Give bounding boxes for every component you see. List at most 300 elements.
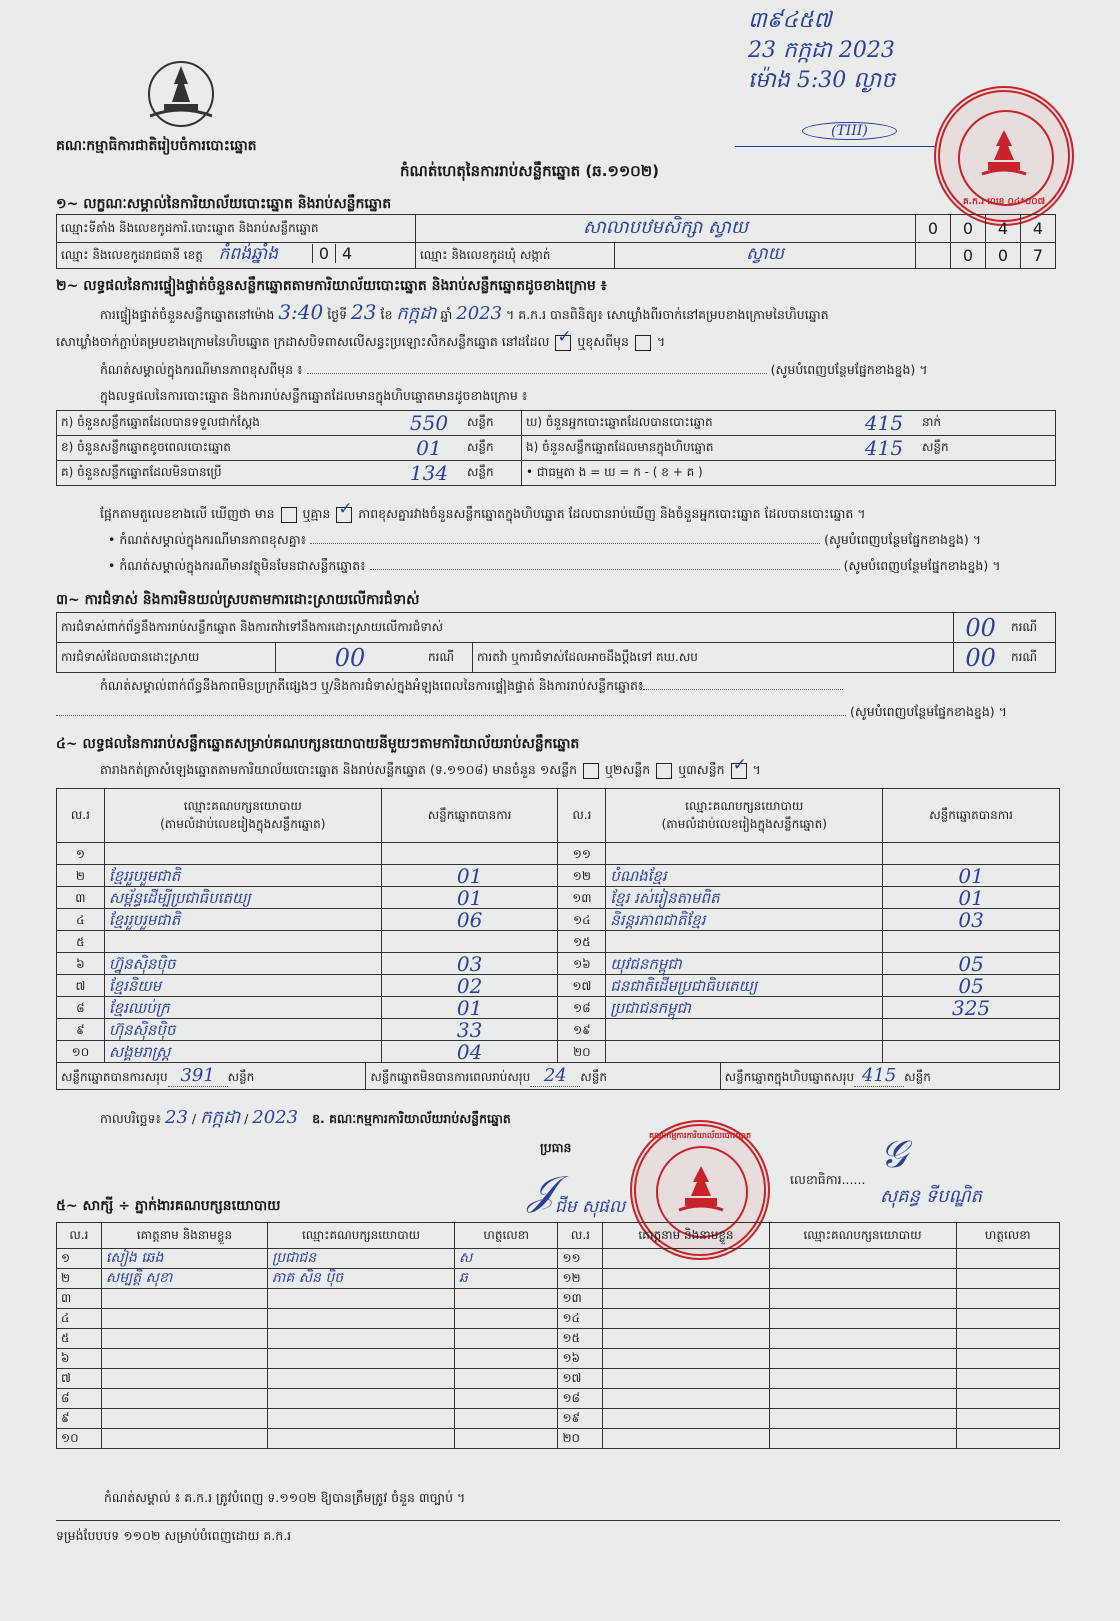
witness-party bbox=[268, 1369, 455, 1389]
party-name bbox=[104, 931, 381, 953]
chair-name: ជីម សុផល bbox=[555, 1197, 626, 1217]
witness-number: ១៨ bbox=[558, 1389, 603, 1409]
footer-note: កំណត់សម្គាល់ ៖ គ.ក.រ ត្រូវបំពេញ ទ.១១០២ ឱ្យបានត្រឹមត្រូវ ចំនួន ៣ច្បាប់ ។ bbox=[104, 1490, 466, 1505]
witness-party bbox=[769, 1349, 956, 1369]
difference-note-line bbox=[100, 362, 1060, 378]
col-sign-header: ហត្ថលេខា bbox=[956, 1223, 1059, 1249]
secretary-label: លេខាធិការ bbox=[790, 1172, 842, 1187]
party-votes: 03 bbox=[883, 909, 1060, 931]
witness-name bbox=[603, 1309, 769, 1329]
witness-party bbox=[769, 1409, 956, 1429]
witness-signature bbox=[956, 1349, 1059, 1369]
party-number: ២០ bbox=[558, 1041, 606, 1063]
col-sign-header: ហត្ថលេខា bbox=[455, 1223, 558, 1249]
unit-label: សន្លឹក bbox=[463, 461, 522, 486]
changed-checkbox[interactable] bbox=[635, 335, 651, 351]
party-number: ១០ bbox=[57, 1041, 105, 1063]
case-unit: ករណី bbox=[1007, 643, 1056, 673]
party-number: ៤ bbox=[57, 909, 105, 931]
objection-table bbox=[56, 612, 1056, 673]
party-name bbox=[606, 1019, 883, 1041]
unit-label: សន្លឹក bbox=[463, 411, 522, 436]
commune-label: ឈ្មោះ និងលេខកូដឃុំ សង្កាត់ bbox=[416, 243, 615, 269]
col-party-header: ឈ្មោះគណបក្សនយោបាយ bbox=[268, 1223, 455, 1249]
section4-heading: ៤~ លទ្ធផលនៃការរាប់សន្លឹកឆ្នោតសម្រាប់គណបក្សនយោបាយនីមួយៗតាមការិយាល័យរាប់សន្លឹកឆ្នោត bbox=[56, 736, 580, 752]
witness-name bbox=[101, 1309, 267, 1329]
col-party-header: ឈ្មោះគណបក្សនយោបាយ bbox=[769, 1223, 956, 1249]
party-row bbox=[57, 909, 1060, 931]
witness-name bbox=[603, 1369, 769, 1389]
witness-number: ១០ bbox=[57, 1429, 102, 1449]
party-votes: 02 bbox=[381, 975, 558, 997]
same-checkbox[interactable] bbox=[555, 335, 571, 351]
witness-name bbox=[603, 1329, 769, 1349]
appeal-value: 00 bbox=[954, 643, 1007, 673]
party-name: សម្ព័ន្ធដើម្បីប្រជាធិបតេយ្យ bbox=[104, 887, 381, 909]
witness-signature bbox=[956, 1429, 1059, 1449]
witness-number: ១ bbox=[57, 1249, 102, 1269]
commune-code-digit: 0 bbox=[986, 243, 1021, 269]
party-number: ១៥ bbox=[558, 931, 606, 953]
discrepancy-note-label: • កំណត់សម្គាល់ក្នុងករណីមានភាពខុសគ្នា៖ bbox=[108, 532, 307, 547]
unit-label: សន្លឹក bbox=[904, 1070, 931, 1084]
receipt-time: ម៉ោង 5:30 ល្ងាច bbox=[748, 68, 896, 93]
location-table bbox=[56, 214, 1056, 269]
province-code-digit: 0 bbox=[312, 244, 335, 263]
day-label: ថ្ងៃទី bbox=[327, 307, 348, 322]
witness-name bbox=[101, 1409, 267, 1429]
province-value: កំពង់ឆ្នាំង bbox=[218, 244, 278, 264]
irregularity-note-hint: (សូមបំពេញបន្ថែមផ្នែកខាងខ្នង) ។ bbox=[849, 704, 1007, 719]
witness-signature bbox=[455, 1389, 558, 1409]
total-invalid-cell bbox=[366, 1063, 720, 1089]
party-votes: 01 bbox=[381, 865, 558, 887]
party-votes: 33 bbox=[381, 1019, 558, 1041]
col-no-header: ល.រ bbox=[57, 1223, 102, 1249]
col-votes-header: សន្លឹកឆ្នោតបានការ bbox=[381, 789, 558, 843]
witness-number: ៥ bbox=[57, 1329, 102, 1349]
witness-signature bbox=[956, 1249, 1059, 1269]
has-discrepancy-checkbox[interactable] bbox=[281, 507, 297, 523]
receipt-signature: (TIII) bbox=[802, 122, 897, 140]
location-code-digit: 0 bbox=[951, 215, 986, 243]
discrepancy-note-hint: (សូមបំពេញបន្ថែមផ្នែកខាងខ្នង) ។ bbox=[824, 532, 981, 547]
party-name bbox=[606, 843, 883, 865]
witness-name bbox=[101, 1429, 267, 1449]
party-number: ១៣ bbox=[558, 887, 606, 909]
witness-signature bbox=[956, 1409, 1059, 1429]
total-box-value: 415 bbox=[854, 1065, 904, 1087]
party-name: ខ្មែររួបរួមជាតិ bbox=[104, 909, 381, 931]
witness-name bbox=[101, 1389, 267, 1409]
witness-name bbox=[603, 1409, 769, 1429]
party-votes bbox=[883, 843, 1060, 865]
case-unit: ករណី bbox=[424, 643, 473, 673]
party-number: ៣ bbox=[57, 887, 105, 909]
witness-row bbox=[57, 1369, 1060, 1389]
witness-party: ភាគ សិន ប៉ិច bbox=[268, 1269, 455, 1289]
witness-number: ៤ bbox=[57, 1309, 102, 1329]
stamp-code: គ.ក.រ លេខ ០៤*០០៧ bbox=[962, 197, 1046, 207]
party-name: ខ្មែរ រស់រៀនតាមពិត bbox=[606, 887, 883, 909]
witness-row bbox=[57, 1289, 1060, 1309]
location-value: សាលាបឋមសិក្សា ស្វាយ bbox=[416, 215, 916, 243]
results-intro: ក្នុងលទ្ធផលនៃការបោះឆ្នោត និងការរាប់សន្លឹកឆ្នោតដែលមានក្នុងហិបឆ្នោតមានដូចខាងក្រោម ៖ bbox=[100, 388, 528, 403]
secretary-signature: 𝒢 bbox=[880, 1132, 908, 1176]
witness-number: ១៥ bbox=[558, 1329, 603, 1349]
party-number: ១២ bbox=[558, 865, 606, 887]
witness-signature bbox=[956, 1369, 1059, 1389]
witness-number: ២ bbox=[57, 1269, 102, 1289]
party-votes: 03 bbox=[381, 953, 558, 975]
party-row bbox=[57, 997, 1060, 1019]
party-row bbox=[57, 953, 1060, 975]
party-name: ហ៊ុនស៊ិនប៉ិច bbox=[104, 1019, 381, 1041]
total-valid-label: សន្លឹកឆ្នោតបានការសរុប bbox=[61, 1070, 168, 1084]
verification-time: 3:40 bbox=[278, 300, 324, 324]
witness-row bbox=[57, 1409, 1060, 1429]
party-votes: 05 bbox=[883, 975, 1060, 997]
date-label: កាលបរិច្ឆេទ៖ bbox=[100, 1111, 162, 1126]
party-number: ១៨ bbox=[558, 997, 606, 1019]
object-note-label: • កំណត់សម្គាល់ក្នុងករណីមានវត្ថុមិនមែនជាសន្លឹកឆ្នោត៖ bbox=[108, 558, 366, 573]
party-votes: 325 bbox=[883, 997, 1060, 1019]
committee-title: គណៈកម្មាធិការជាតិរៀបចំការបោះឆ្នោត bbox=[56, 138, 257, 154]
date-day: 23 bbox=[165, 1107, 188, 1128]
no-discrepancy-label: ឬគ្មាន bbox=[302, 506, 331, 521]
voters-voted-value: 415 bbox=[850, 411, 918, 436]
party-votes: 04 bbox=[381, 1041, 558, 1063]
tally-sheet-count-line: តារាងកត់ត្រាសំឡេងឆ្នោតតាមការិយាល័យបោះឆ្នោត និងរាប់សន្លឹកឆ្នោត (ទ.១១០៨) មានចំនួន ១សន្លឹក ឬ២សន្លឹក ឬ៣សន្លឹក ✓ ។ bbox=[100, 762, 761, 779]
party-number: ១ bbox=[57, 843, 105, 865]
footer-divider bbox=[56, 1520, 1060, 1521]
receipt-number: ៣៩៤៥៧ bbox=[748, 8, 832, 33]
witness-row bbox=[57, 1269, 1060, 1289]
spoiled-ballots-value: 01 bbox=[395, 436, 463, 461]
party-results-table bbox=[56, 788, 1060, 1090]
col-party-header bbox=[606, 789, 883, 843]
objection-related-value: 00 bbox=[954, 613, 1007, 643]
total-box-label: សន្លឹកឆ្នោតក្នុងហិបឆ្នោតសរុប bbox=[724, 1070, 855, 1084]
tally-sheet-text: តារាងកត់ត្រាសំឡេងឆ្នោតតាមការិយាល័យបោះឆ្នោត និងរាប់សន្លឹកឆ្នោត (ទ.១១០៨) មានចំនួន ១សន្លឹក bbox=[100, 762, 578, 777]
objection-resolved-value: 00 bbox=[276, 643, 425, 673]
unit-label: សន្លឹក bbox=[227, 1070, 255, 1084]
col-name-header: គោត្តនាម និងនាមខ្លួន bbox=[603, 1223, 769, 1249]
party-votes bbox=[883, 1041, 1060, 1063]
date-month: កក្កដា bbox=[200, 1107, 241, 1128]
verification-text: ការផ្ទៀងផ្ទាត់ចំនួនសន្លឹកឆ្នោតនៅម៉ោង bbox=[100, 307, 275, 322]
witness-number: ១៣ bbox=[558, 1289, 603, 1309]
witness-name bbox=[603, 1249, 769, 1269]
party-votes: 01 bbox=[883, 887, 1060, 909]
three-sheets-checkbox[interactable] bbox=[731, 763, 747, 779]
location-code-digit: 0 bbox=[916, 215, 951, 243]
difference-note-hint: (សូមបំពេញបន្ថែមផ្នែកខាងខ្នង) ។ bbox=[770, 362, 928, 377]
unused-ballots-value: 134 bbox=[395, 461, 463, 486]
witness-signature bbox=[455, 1409, 558, 1429]
party-name: សង្គមរាស្ត្រ bbox=[104, 1041, 381, 1063]
witness-party: ប្រជាជន bbox=[268, 1249, 455, 1269]
witness-name bbox=[101, 1349, 267, 1369]
ballot-count-table bbox=[56, 410, 1056, 486]
receipt-underline bbox=[735, 146, 935, 147]
witness-signature bbox=[455, 1429, 558, 1449]
witness-party bbox=[769, 1289, 956, 1309]
unit-label: សន្លឹក bbox=[463, 436, 522, 461]
party-number: ៨ bbox=[57, 997, 105, 1019]
witness-number: ១៦ bbox=[558, 1349, 603, 1369]
three-sheets-label: ឬ៣សន្លឹក bbox=[678, 762, 725, 777]
witness-number: ៨ bbox=[57, 1389, 102, 1409]
col-party-title: ឈ្មោះគណបក្សនយោបាយ bbox=[685, 798, 804, 813]
witness-party bbox=[268, 1309, 455, 1329]
witness-party bbox=[769, 1429, 956, 1449]
witness-number: ១៧ bbox=[558, 1369, 603, 1389]
col-name-header: គោត្តនាម និងនាមខ្លួន bbox=[101, 1223, 267, 1249]
party-votes bbox=[381, 931, 558, 953]
angkor-emblem-icon bbox=[676, 1162, 726, 1216]
verification-month: កក្កដា bbox=[396, 303, 437, 324]
verification-year: 2023 bbox=[456, 303, 503, 324]
angkor-emblem-icon bbox=[978, 126, 1030, 182]
ballots-in-box-label: ង) ចំនួនសន្លឹកឆ្នោតដែលមានក្នុងហិបឆ្នោត bbox=[522, 436, 851, 461]
witness-row bbox=[57, 1389, 1060, 1409]
total-box-cell bbox=[721, 1063, 1059, 1089]
witness-table bbox=[56, 1222, 1060, 1449]
object-note-line bbox=[108, 558, 1058, 574]
witness-name bbox=[101, 1369, 267, 1389]
witness-name bbox=[603, 1389, 769, 1409]
witness-party bbox=[268, 1409, 455, 1429]
witness-party bbox=[769, 1389, 956, 1409]
received-ballots-label: ក) ចំនួនសន្លឹកឆ្នោតដែលបានទទួលជាក់ស្តែង bbox=[57, 411, 396, 436]
col-no-header: ល.រ bbox=[57, 789, 105, 843]
witness-signature bbox=[455, 1289, 558, 1309]
commune-value: ស្វាយ bbox=[615, 243, 916, 269]
changed-label: ឬខុសពីមុន bbox=[577, 334, 629, 349]
two-sheets-label: ឬ២សន្លឹក bbox=[605, 762, 651, 777]
witness-row bbox=[57, 1249, 1060, 1269]
handwritten-receipt-note bbox=[748, 6, 895, 96]
witness-number: ២០ bbox=[558, 1429, 603, 1449]
party-votes: 01 bbox=[381, 887, 558, 909]
witness-name: សៀង ឆេង bbox=[101, 1249, 267, 1269]
col-party-subtitle: (តាមលំដាប់លេខរៀងក្នុងសន្លឹកឆ្នោត) bbox=[661, 816, 827, 831]
chair-signature: 𝒥 bbox=[528, 1168, 556, 1214]
party-name: ខ្មែររួបរួមជាតិ bbox=[104, 865, 381, 887]
unit-label: នាក់ bbox=[918, 411, 1056, 436]
witness-name bbox=[101, 1329, 267, 1349]
objection-related-label: ការជំទាស់ពាក់ព័ន្ធនឹងការរាប់សន្លឹកឆ្នោត និងការតវ៉ាទៅនឹងការដោះស្រាយលើការជំទាស់ bbox=[57, 613, 954, 643]
received-ballots-value: 550 bbox=[395, 411, 463, 436]
witness-signature bbox=[455, 1329, 558, 1349]
total-invalid-label: សន្លឹកឆ្នោតមិនបានការពេលរាប់សរុប bbox=[370, 1070, 531, 1084]
party-number: ១១ bbox=[558, 843, 606, 865]
col-votes-header: សន្លឹកឆ្នោតបានការ bbox=[883, 789, 1060, 843]
party-name: ខ្មែរឈប់ក្រ bbox=[104, 997, 381, 1019]
witness-party bbox=[268, 1329, 455, 1349]
commune-code-digit: 7 bbox=[1021, 243, 1056, 269]
irregularity-note-label: កំណត់សម្គាល់ពាក់ព័ន្ធនឹងភាពមិនប្រក្រតីផ្សេងៗ ឬ/និងការជំទាស់ក្នុងអំឡុងពេលនៃការផ្ទៀងផ្ទាត់ និងការរាប់សន្លឹកឆ្នោត៖ bbox=[100, 678, 644, 693]
witness-party bbox=[268, 1289, 455, 1309]
footer-form-name: ទម្រង់បែបបទ ១១០២ សម្រាប់បំពេញដោយ គ.ក.រ bbox=[56, 1528, 292, 1543]
discrepancy-text: ផ្អែកតាមតួលេខខាងលើ ឃើញថា មាន bbox=[100, 506, 275, 521]
witness-signature bbox=[455, 1349, 558, 1369]
commune-code-digit: 0 bbox=[951, 243, 986, 269]
witness-signature bbox=[455, 1309, 558, 1329]
discrepancy-text-end: ភាពខុសគ្នារវាងចំនួនសន្លឹកឆ្នោតក្នុងហិបឆ្នោត ដែលបានរាប់ឃើញ និងចំនួនអ្នកបោះឆ្នោត ដែលបានបោះឆ្នោត ។ bbox=[358, 506, 866, 521]
party-name: ប្រជាជនកម្ពុជា bbox=[606, 997, 883, 1019]
party-name: បំណងខ្មែរ bbox=[606, 865, 883, 887]
witness-row bbox=[57, 1309, 1060, 1329]
location-label: ឈ្មោះទីតាំង និងលេខកូដការិ.បោះឆ្នោត និងរាប់សន្លឹកឆ្នោត bbox=[57, 215, 416, 243]
party-row bbox=[57, 887, 1060, 909]
witness-number: ១៩ bbox=[558, 1409, 603, 1429]
witness-signature bbox=[956, 1309, 1059, 1329]
date-year: 2023 bbox=[252, 1107, 299, 1128]
chair-label: ប្រធាន bbox=[540, 1140, 572, 1155]
objection-resolved-label: ការជំទាស់ដែលបានដោះស្រាយ bbox=[57, 643, 276, 673]
party-votes: 01 bbox=[883, 865, 1060, 887]
month-label: ខែ bbox=[380, 307, 393, 322]
verification-day: 23 bbox=[351, 300, 377, 324]
year-label: ឆ្នាំ bbox=[440, 307, 453, 322]
witness-name bbox=[101, 1289, 267, 1309]
witness-number: ១១ bbox=[558, 1249, 603, 1269]
party-name: ជនជាតិដើមប្រជាធិបតេយ្យ bbox=[606, 975, 883, 997]
verification-text-end: ។ គ.ក.រ បានពិនិត្យ៖ សោឃ្លាំងពីរចាក់នៅគម្របខាងក្រោមនៃហិបឆ្នោត bbox=[506, 307, 829, 322]
unit-label: សន្លឹក bbox=[918, 436, 1056, 461]
section5-heading: ៥~ សាក្សី ÷ ភ្នាក់ងារគណបក្សនយោបាយ bbox=[56, 1198, 281, 1214]
witness-party bbox=[769, 1249, 956, 1269]
party-row bbox=[57, 1041, 1060, 1063]
discrepancy-line bbox=[100, 506, 866, 523]
witness-party bbox=[769, 1269, 956, 1289]
col-party-header bbox=[104, 789, 381, 843]
party-votes bbox=[381, 843, 558, 865]
party-row bbox=[57, 931, 1060, 953]
party-number: ៦ bbox=[57, 953, 105, 975]
party-number: ៩ bbox=[57, 1019, 105, 1041]
party-name: និរន្តរភាពជាតិខ្មែរ bbox=[606, 909, 883, 931]
party-row bbox=[57, 865, 1060, 887]
witness-party bbox=[769, 1329, 956, 1349]
totals-row bbox=[57, 1063, 1060, 1090]
discrepancy-note-line bbox=[108, 532, 1058, 548]
location-code-digit: 4 bbox=[986, 215, 1021, 243]
party-name bbox=[606, 1041, 883, 1063]
party-name bbox=[104, 843, 381, 865]
witness-party bbox=[268, 1349, 455, 1369]
party-row bbox=[57, 843, 1060, 865]
committee-label: ឧ. គណៈកម្មការការិយាល័យរាប់សន្លឹកឆ្នោត bbox=[312, 1111, 511, 1126]
party-number: ១៤ bbox=[558, 909, 606, 931]
date-line: កាលបរិច្ឆេទ៖ 23 / កក្កដា / 2023 ឧ. គណៈកម្មការការិយាល័យរាប់សន្លឹកឆ្នោត bbox=[100, 1107, 511, 1128]
witness-name: សម្បត្តិ សុខា bbox=[101, 1269, 267, 1289]
section2-heading: ២~ លទ្ធផលនៃការផ្ទៀងផ្ទាត់ចំនួនសន្លឹកឆ្នោតតាមការិយាល័យបោះឆ្នោត និងរាប់សន្លឹកឆ្នោតដូចខាងក្រោម ៖ bbox=[56, 278, 607, 294]
one-sheet-checkbox[interactable] bbox=[583, 763, 599, 779]
ballots-in-box-value: 415 bbox=[850, 436, 918, 461]
witness-number: ៩ bbox=[57, 1409, 102, 1429]
verification-line-1 bbox=[100, 300, 1060, 324]
secretary-name: សុគន្ធ ទីបណ្ឌិត bbox=[880, 1186, 982, 1207]
party-name bbox=[606, 931, 883, 953]
section3-heading: ៣~ ការជំទាស់ និងការមិនយល់ស្របតាមការដោះស្រាយលើការជំទាស់ bbox=[56, 592, 420, 608]
verification-line-2: សោឃ្លាំងចាក់ភ្ជាប់គម្របខាងក្រោមនៃហិបឆ្នោត ក្រដាសបិទពាសលើសន្ធះប្រឡោះសិកសន្លឹកឆ្នោត នៅដដែល ✓ ឬខុសពីមុន ។ bbox=[56, 334, 665, 351]
party-name: ខ្មែរនិយម bbox=[104, 975, 381, 997]
witness-name bbox=[603, 1289, 769, 1309]
witness-party bbox=[268, 1389, 455, 1409]
witness-party bbox=[769, 1369, 956, 1389]
party-name: យុវជនកម្ពុជា bbox=[606, 953, 883, 975]
party-number: ១៧ bbox=[558, 975, 606, 997]
witness-name bbox=[603, 1269, 769, 1289]
witness-signature bbox=[956, 1329, 1059, 1349]
party-votes: 06 bbox=[381, 909, 558, 931]
unused-ballots-label: គ) ចំនួនសន្លឹកឆ្នោតដែលមិនបានប្រើ bbox=[57, 461, 396, 486]
col-party-subtitle: (តាមលំដាប់លេខរៀងក្នុងសន្លឹកឆ្នោត) bbox=[160, 816, 326, 831]
location-code-digit: 4 bbox=[1021, 215, 1056, 243]
no-discrepancy-checkbox[interactable] bbox=[336, 507, 352, 523]
total-valid-value: 391 bbox=[168, 1065, 228, 1087]
witness-row bbox=[57, 1329, 1060, 1349]
witness-name bbox=[603, 1429, 769, 1449]
witness-party bbox=[769, 1309, 956, 1329]
irregularity-note-line-2 bbox=[56, 704, 1060, 720]
party-number: ៥ bbox=[57, 931, 105, 953]
party-name: ហ្វ៊ុនស៊ិនប៉ិច bbox=[104, 953, 381, 975]
party-votes: 05 bbox=[883, 953, 1060, 975]
total-valid-cell bbox=[57, 1063, 366, 1089]
national-emblem-icon bbox=[140, 58, 222, 130]
two-sheets-checkbox[interactable] bbox=[656, 763, 672, 779]
province-code-digit: 4 bbox=[335, 244, 358, 263]
witness-name bbox=[603, 1349, 769, 1369]
receipt-date: 23 កក្កដា 2023 bbox=[748, 38, 895, 63]
party-row bbox=[57, 975, 1060, 997]
witness-signature: ឆ bbox=[455, 1269, 558, 1289]
party-number: ២ bbox=[57, 865, 105, 887]
unit-label: សន្លឹក bbox=[580, 1070, 607, 1084]
witness-signature bbox=[956, 1389, 1059, 1409]
col-party-title: ឈ្មោះគណបក្សនយោបាយ bbox=[183, 798, 302, 813]
stamp-committee-text: គណៈកម្មការការិយាល័យបោះឆ្នោត bbox=[648, 1131, 752, 1140]
witness-signature bbox=[956, 1289, 1059, 1309]
case-unit: ករណី bbox=[1007, 613, 1056, 643]
witness-signature: ស bbox=[455, 1249, 558, 1269]
col-no-header: ល.រ bbox=[558, 789, 606, 843]
official-stamp-top bbox=[934, 86, 1074, 226]
col-no-header: ល.រ bbox=[558, 1223, 603, 1249]
witness-row bbox=[57, 1429, 1060, 1449]
witness-row bbox=[57, 1349, 1060, 1369]
voters-voted-label: ឃ) ចំនួនអ្នកបោះឆ្នោតដែលបានបោះឆ្នោត bbox=[522, 411, 851, 436]
witness-number: ១៤ bbox=[558, 1309, 603, 1329]
witness-signature bbox=[455, 1369, 558, 1389]
formula-note: • ជាធម្មតា ង = ឃ = ក - ( ខ + គ ) bbox=[522, 461, 1056, 486]
province-label bbox=[57, 243, 416, 269]
province-label-text: ឈ្មោះ និងលេខកូដរាជធានី ខេត្ត bbox=[61, 248, 203, 262]
party-number: ៧ bbox=[57, 975, 105, 997]
irregularity-note-line bbox=[100, 678, 1060, 694]
party-votes bbox=[883, 1019, 1060, 1041]
witness-number: ៣ bbox=[57, 1289, 102, 1309]
party-row bbox=[57, 1019, 1060, 1041]
spoiled-ballots-label: ខ) ចំនួនសន្លឹកឆ្នោតខូចពេលបោះឆ្នោត bbox=[57, 436, 396, 461]
seal-status-text: សោឃ្លាំងចាក់ភ្ជាប់គម្របខាងក្រោមនៃហិបឆ្នោត ក្រដាសបិទពាសលើសន្ធះប្រឡោះសិកសន្លឹកឆ្នោត នៅដដែល bbox=[56, 334, 550, 349]
section1-heading: ១~ លក្ខណៈសម្គាល់នៃការិយាល័យបោះឆ្នោត និងរាប់សន្លឹកឆ្នោត bbox=[56, 196, 392, 212]
total-invalid-value: 24 bbox=[530, 1065, 580, 1087]
